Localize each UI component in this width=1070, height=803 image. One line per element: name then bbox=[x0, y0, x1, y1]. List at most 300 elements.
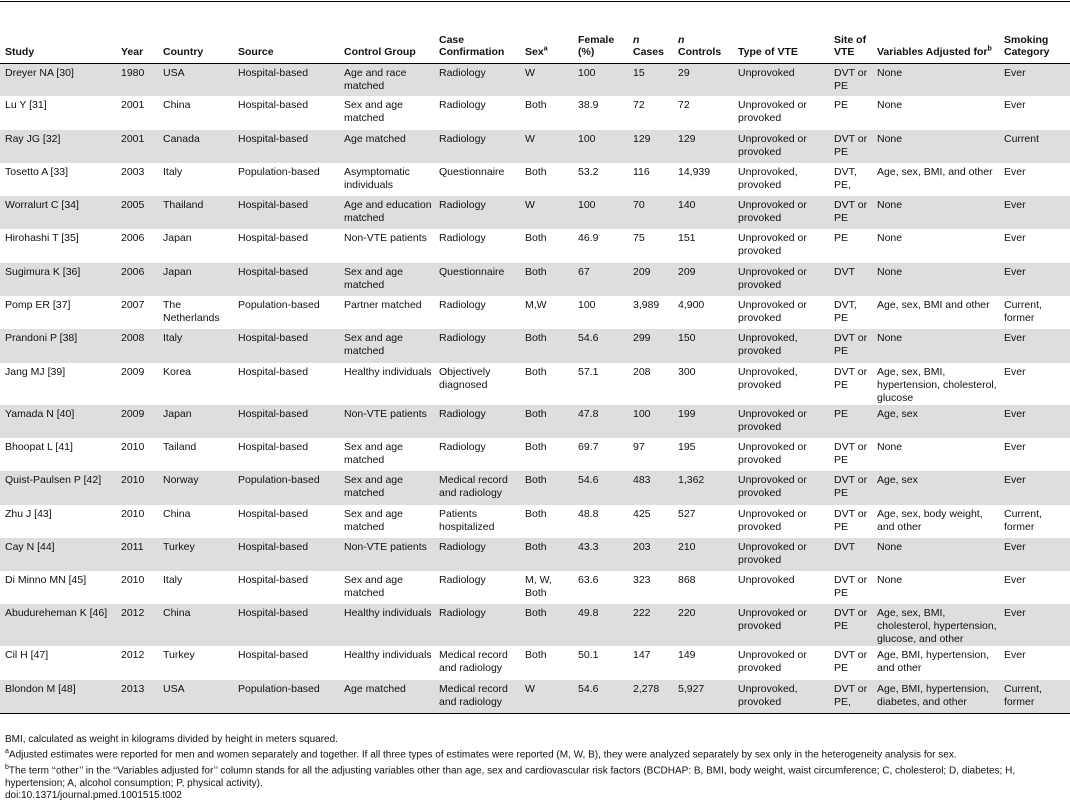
cell-site: DVT or PE bbox=[834, 199, 868, 225]
cell-source: Hospital-based bbox=[238, 332, 309, 345]
cell-country: Thailand bbox=[163, 199, 204, 212]
cell-site: DVT, PE, bbox=[834, 165, 857, 191]
cell-control: Age matched bbox=[344, 132, 406, 145]
cell-confirm: Radiology bbox=[439, 299, 486, 312]
cell-adjusted: Age, sex, BMI, and other bbox=[877, 165, 993, 178]
column-header-adjusted-sup: b bbox=[987, 45, 992, 52]
cell-ncases: 3,989 bbox=[633, 299, 660, 312]
cell-type: Unprovoked or provoked bbox=[738, 232, 807, 258]
cell-source: Hospital-based bbox=[238, 265, 309, 278]
cell-type: Unprovoked, provoked bbox=[738, 165, 798, 191]
studies-table bbox=[0, 22, 1070, 714]
cell-sex: Both bbox=[525, 649, 547, 662]
table-header bbox=[0, 22, 1070, 63]
cell-country: Turkey bbox=[163, 540, 195, 553]
cell-sex: W bbox=[520, 680, 573, 713]
cell-study: Yamada N [40] bbox=[5, 407, 75, 420]
cell-ncases: 97 bbox=[633, 440, 645, 453]
cell-control: Sex and age matched bbox=[344, 474, 403, 500]
cell-control: Non-VTE patients bbox=[344, 540, 427, 553]
column-header-sex-label: Sex bbox=[525, 45, 544, 58]
cell-smoking: Ever bbox=[1004, 165, 1026, 178]
cell-type: Unprovoked or provoked bbox=[738, 99, 807, 125]
cell-country: Turkey bbox=[163, 649, 195, 662]
cell-confirm: Radiology bbox=[439, 132, 486, 145]
cell-sex: Both bbox=[525, 440, 547, 453]
cell-confirm: Radiology bbox=[439, 407, 486, 420]
cell-site: DVT or PE bbox=[834, 332, 868, 358]
column-header-confirm bbox=[434, 22, 520, 63]
cell-smoking: Ever bbox=[1004, 540, 1026, 553]
cell-year: 1980 bbox=[121, 66, 145, 79]
cell-source: Hospital-based bbox=[238, 232, 309, 245]
footnote-doi: doi:10.1371/journal.pmed.1001515.t002 bbox=[5, 790, 182, 802]
cell-study: Hirohashi T [35] bbox=[5, 232, 79, 245]
cell-ncases: 222 bbox=[633, 607, 651, 620]
cell-type: Unprovoked, provoked bbox=[738, 332, 798, 358]
column-header-control-label: Control Group bbox=[344, 45, 416, 58]
footnote-b-mark: b bbox=[5, 764, 9, 772]
table-row bbox=[0, 505, 1070, 538]
column-header-country bbox=[158, 22, 233, 63]
cell-smoking: Current, former bbox=[1004, 507, 1042, 533]
cell-year: 2010 bbox=[121, 440, 145, 453]
cell-year: 2010 bbox=[121, 474, 145, 487]
cell-confirm: Medical record and radiology bbox=[439, 649, 508, 675]
cell-adjusted: Age, BMI, hypertension, and other bbox=[877, 649, 990, 675]
table-row bbox=[0, 471, 1070, 504]
cell-ncontrols: 5,927 bbox=[673, 680, 733, 713]
cell-smoking: Ever bbox=[1004, 649, 1026, 662]
cell-ncases: 116 bbox=[633, 165, 650, 178]
cell-smoking: Current, former bbox=[1004, 299, 1042, 325]
cell-year: 2012 bbox=[121, 649, 145, 662]
cell-confirm: Questionnaire bbox=[439, 265, 505, 278]
cell-control: Sex and age matched bbox=[344, 507, 403, 533]
cell-adjusted: None bbox=[877, 574, 903, 587]
column-header-year bbox=[116, 22, 158, 63]
cell-ncontrols: 300 bbox=[678, 365, 696, 378]
cell-type: Unprovoked or provoked bbox=[738, 407, 807, 433]
cell-study: Sugimura K [36] bbox=[5, 265, 81, 278]
cell-site: PE bbox=[834, 99, 849, 112]
column-header-source-label: Source bbox=[238, 45, 274, 58]
cell-year: 2001 bbox=[121, 99, 145, 112]
column-header-country-label: Country bbox=[163, 45, 204, 58]
cell-ncases: 75 bbox=[633, 232, 645, 245]
cell-country: Tailand bbox=[163, 440, 197, 453]
cell-country: China bbox=[163, 607, 191, 620]
cell-type: Unprovoked, provoked bbox=[733, 680, 829, 713]
cell-source: Population-based bbox=[238, 299, 320, 312]
cell-smoking: Ever bbox=[1004, 99, 1026, 112]
cell-source: Hospital-based bbox=[238, 574, 309, 587]
cell-control: Non-VTE patients bbox=[344, 407, 427, 420]
cell-ncontrols: 199 bbox=[678, 407, 696, 420]
cell-site: PE bbox=[834, 232, 849, 245]
column-header-ncontrols-italic: n bbox=[678, 33, 685, 46]
cell-site: DVT or PE bbox=[834, 607, 868, 633]
cell-adjusted: Age, sex, body weight, and other bbox=[877, 507, 983, 533]
cell-sex: Both bbox=[525, 474, 547, 487]
cell-sex: Both bbox=[525, 407, 547, 420]
cell-country: The Netherlands bbox=[163, 299, 220, 325]
table-row bbox=[0, 538, 1070, 571]
cell-confirm: Radiology bbox=[439, 607, 486, 620]
cell-source: Hospital-based bbox=[238, 649, 309, 662]
cell-control: Healthy individuals bbox=[344, 649, 432, 662]
cell-ncases: 15 bbox=[633, 66, 645, 79]
cell-source: Population-based bbox=[238, 474, 320, 487]
cell-control: Sex and age matched bbox=[344, 265, 403, 291]
cell-study: Pomp ER [37] bbox=[5, 299, 71, 312]
cell-sex: Both bbox=[525, 265, 547, 278]
cell-ncontrols: 29 bbox=[678, 66, 690, 79]
table-row bbox=[0, 680, 1070, 713]
cell-country: Korea bbox=[163, 365, 192, 378]
cell-control: Sex and age matched bbox=[344, 440, 403, 466]
cell-type: Unprovoked or provoked bbox=[738, 507, 807, 533]
cell-study: Lu Y [31] bbox=[5, 99, 47, 112]
column-header-ncases bbox=[628, 22, 673, 63]
cell-female: 100 bbox=[578, 299, 596, 312]
cell-adjusted: Age, sex, BMI and other bbox=[877, 299, 990, 312]
cell-smoking: Ever bbox=[1004, 365, 1026, 378]
table-row bbox=[0, 263, 1070, 296]
cell-confirm: Medical record and radiology bbox=[439, 474, 508, 500]
cell-female: 100 bbox=[578, 66, 596, 79]
cell-sex: Both bbox=[525, 365, 547, 378]
cell-confirm: Radiology bbox=[439, 199, 486, 212]
column-header-source bbox=[233, 22, 339, 63]
cell-adjusted: None bbox=[877, 332, 903, 345]
cell-site: DVT or PE bbox=[834, 474, 868, 500]
footnote-a bbox=[5, 746, 1067, 762]
table-row bbox=[0, 196, 1070, 229]
column-header-sex-sup: a bbox=[543, 45, 548, 52]
cell-female: 100 bbox=[578, 199, 596, 212]
cell-female: 54.6 bbox=[578, 474, 599, 487]
header-row bbox=[0, 22, 1070, 63]
column-header-type-label: Type of VTE bbox=[738, 45, 798, 58]
cell-year: 2010 bbox=[121, 507, 145, 520]
cell-year: 2012 bbox=[121, 607, 145, 620]
footnote-b-text: The term ‘‘other’’ in the ‘‘Variables adjusted for’’ column stands for all the adjusting variables other than age, sex and cardiovascular risk factors (BCDHAP: B, BMI, body weight, waist circumference; C, cholesterol; D, diabetes; H, hypertension; A, alcohol consumption; P, physical activity). bbox=[5, 765, 1016, 789]
cell-ncases: 70 bbox=[633, 199, 645, 212]
cell-adjusted: None bbox=[877, 540, 903, 553]
cell-site: DVT or PE bbox=[834, 649, 868, 675]
cell-adjusted: None bbox=[877, 440, 903, 453]
cell-female: 43.3 bbox=[578, 540, 599, 553]
cell-country: Japan bbox=[163, 265, 192, 278]
cell-confirm: Medical record and radiology bbox=[434, 680, 520, 713]
cell-adjusted: Age, sex bbox=[877, 474, 918, 487]
cell-study: Tosetto A [33] bbox=[5, 165, 69, 178]
cell-year: 2006 bbox=[121, 265, 145, 278]
cell-ncases: 2,278 bbox=[628, 680, 673, 713]
cell-source: Hospital-based bbox=[238, 607, 309, 620]
table-row bbox=[0, 130, 1070, 163]
cell-smoking: Ever bbox=[1004, 66, 1026, 79]
cell-confirm: Radiology bbox=[439, 440, 486, 453]
cell-country: USA bbox=[158, 680, 233, 713]
cell-year: 2008 bbox=[121, 332, 145, 345]
cell-site: DVT or PE bbox=[834, 507, 868, 533]
cell-adjusted: Age, sex, BMI, cholesterol, hypertension, glucose, and other bbox=[877, 607, 997, 646]
cell-study: Di Minno MN [45] bbox=[5, 574, 87, 587]
cell-study: Worralurt C [34] bbox=[5, 199, 79, 212]
cell-ncases: 147 bbox=[633, 649, 651, 662]
cell-study: Bhoopat L [41] bbox=[5, 440, 73, 453]
cell-country: Japan bbox=[163, 407, 192, 420]
cell-source: Hospital-based bbox=[238, 407, 309, 420]
cell-control: Asymptomatic individuals bbox=[344, 165, 410, 191]
footnote-b bbox=[5, 762, 1067, 790]
cell-sex: W bbox=[525, 66, 535, 79]
cell-year: 2007 bbox=[121, 299, 145, 312]
cell-sex: Both bbox=[525, 165, 547, 178]
cell-confirm: Radiology bbox=[439, 99, 486, 112]
cell-female: 47.8 bbox=[578, 407, 599, 420]
footnote-a-mark: a bbox=[5, 748, 9, 756]
cell-study: Cil H [47] bbox=[5, 649, 49, 662]
cell-adjusted: None bbox=[877, 232, 903, 245]
cell-control: Sex and age matched bbox=[344, 99, 403, 125]
cell-ncontrols: 195 bbox=[678, 440, 696, 453]
cell-sex: Both bbox=[525, 607, 547, 620]
cell-sex: Both bbox=[525, 232, 547, 245]
cell-sex: Both bbox=[525, 99, 547, 112]
cell-source: Hospital-based bbox=[238, 540, 309, 553]
column-header-smoking-label: Smoking Category bbox=[1004, 33, 1050, 58]
cell-sex: Both bbox=[525, 507, 547, 520]
column-header-control bbox=[339, 22, 434, 63]
cell-female: 63.6 bbox=[578, 574, 599, 587]
cell-source: Hospital-based bbox=[238, 99, 309, 112]
cell-year: 2006 bbox=[121, 232, 145, 245]
cell-study: Dreyer NA [30] bbox=[5, 66, 74, 79]
cell-confirm: Patients hospitalized bbox=[439, 507, 495, 533]
cell-control: Age matched bbox=[339, 680, 434, 713]
column-header-site-label: Site of VTE bbox=[834, 33, 867, 58]
cell-ncases: 483 bbox=[633, 474, 651, 487]
cell-year: 2013 bbox=[116, 680, 158, 713]
cell-study: Jang MJ [39] bbox=[5, 365, 66, 378]
table-body bbox=[0, 63, 1070, 713]
cell-source: Hospital-based bbox=[238, 199, 309, 212]
cell-year: 2001 bbox=[121, 132, 145, 145]
cell-year: 2005 bbox=[121, 199, 145, 212]
cell-country: China bbox=[163, 507, 191, 520]
cell-study: Prandoni P [38] bbox=[5, 332, 78, 345]
column-header-ncontrols bbox=[673, 22, 733, 63]
cell-year: 2009 bbox=[121, 407, 145, 420]
cell-type: Unprovoked or provoked bbox=[738, 132, 807, 158]
cell-ncontrols: 220 bbox=[678, 607, 696, 620]
cell-smoking: Ever bbox=[1004, 474, 1026, 487]
cell-control: Sex and age matched bbox=[344, 332, 403, 358]
cell-sex: Both bbox=[525, 332, 547, 345]
cell-confirm: Radiology bbox=[439, 232, 486, 245]
cell-site: DVT or PE bbox=[834, 440, 868, 466]
cell-control: Healthy individuals bbox=[344, 607, 432, 620]
table-row bbox=[0, 96, 1070, 129]
cell-source: Population-based bbox=[233, 680, 339, 713]
table-row bbox=[0, 646, 1070, 679]
column-header-female bbox=[573, 22, 628, 63]
cell-confirm: Objectively diagnosed bbox=[439, 365, 491, 391]
column-header-female-label: Female (%) bbox=[578, 33, 615, 58]
cell-female: 46.9 bbox=[578, 232, 599, 245]
column-header-ncontrols-label: Controls bbox=[678, 45, 722, 58]
cell-year: 2010 bbox=[121, 574, 145, 587]
cell-ncases: 299 bbox=[633, 332, 651, 345]
cell-study: Cay N [44] bbox=[5, 540, 55, 553]
cell-adjusted: Age, sex bbox=[877, 407, 918, 420]
cell-site: DVT bbox=[834, 265, 855, 278]
cell-ncases: 203 bbox=[633, 540, 651, 553]
cell-confirm: Radiology bbox=[439, 540, 486, 553]
cell-country: Italy bbox=[163, 332, 183, 345]
cell-smoking: Ever bbox=[1004, 265, 1026, 278]
cell-study: Abudureheman K [46] bbox=[5, 607, 108, 620]
cell-type: Unprovoked or provoked bbox=[738, 440, 807, 466]
column-header-ncases-label: Cases bbox=[633, 45, 664, 58]
cell-ncases: 425 bbox=[633, 507, 651, 520]
cell-confirm: Radiology bbox=[439, 66, 486, 79]
cell-female: 54.6 bbox=[573, 680, 628, 713]
cell-source: Hospital-based bbox=[238, 66, 309, 79]
cell-type: Unprovoked or provoked bbox=[738, 265, 807, 291]
cell-smoking: Ever bbox=[1004, 607, 1026, 620]
footnote-a-text: Adjusted estimates were reported for men and women separately and together. If all three types of estimates were reported (M, W, B), they were analyzed separately by sex only in the heterogeneity analysis for sex. bbox=[8, 749, 957, 761]
cell-ncontrols: 4,900 bbox=[678, 299, 705, 312]
cell-smoking: Ever bbox=[1004, 199, 1026, 212]
column-header-site bbox=[829, 22, 872, 63]
cell-smoking: Ever bbox=[1004, 407, 1026, 420]
cell-site: DVT, PE bbox=[834, 299, 857, 325]
cell-female: 38.9 bbox=[578, 99, 599, 112]
cell-control: Sex and age matched bbox=[344, 574, 403, 600]
cell-year: 2003 bbox=[121, 165, 145, 178]
cell-ncontrols: 527 bbox=[678, 507, 696, 520]
cell-country: Italy bbox=[163, 574, 183, 587]
cell-ncases: 208 bbox=[633, 365, 651, 378]
cell-source: Hospital-based bbox=[238, 507, 309, 520]
cell-female: 67 bbox=[578, 265, 590, 278]
cell-type: Unprovoked or provoked bbox=[738, 607, 807, 633]
cell-ncases: 100 bbox=[633, 407, 651, 420]
cell-female: 49.8 bbox=[578, 607, 599, 620]
cell-ncontrols: 209 bbox=[678, 265, 696, 278]
column-header-year-label: Year bbox=[121, 45, 144, 58]
cell-female: 57.1 bbox=[578, 365, 599, 378]
column-header-confirm-label: Case Confirmation bbox=[439, 33, 505, 58]
cell-confirm: Radiology bbox=[439, 332, 486, 345]
cell-female: 69.7 bbox=[578, 440, 599, 453]
footnotes bbox=[5, 734, 1067, 803]
column-header-study-label: Study bbox=[5, 45, 35, 58]
table-row bbox=[0, 571, 1070, 604]
cell-site: DVT or PE, bbox=[829, 680, 872, 713]
cell-sex: W bbox=[525, 132, 535, 145]
cell-adjusted: None bbox=[877, 265, 903, 278]
cell-site: PE bbox=[834, 407, 849, 420]
cell-smoking: Current bbox=[1004, 132, 1040, 145]
cell-control: Healthy individuals bbox=[344, 365, 432, 378]
cell-source: Hospital-based bbox=[238, 440, 309, 453]
cell-country: Canada bbox=[163, 132, 200, 145]
cell-adjusted: None bbox=[877, 132, 903, 145]
column-header-study bbox=[0, 22, 116, 63]
cell-ncontrols: 151 bbox=[678, 232, 696, 245]
cell-type: Unprovoked or provoked bbox=[738, 649, 807, 675]
cell-ncases: 323 bbox=[633, 574, 651, 587]
cell-control: Age and education matched bbox=[344, 199, 432, 225]
cell-ncases: 72 bbox=[633, 99, 645, 112]
table-row bbox=[0, 363, 1070, 405]
cell-adjusted: Age, BMI, hypertension, diabetes, and other bbox=[872, 680, 999, 713]
cell-female: 50.1 bbox=[578, 649, 599, 662]
cell-adjusted: None bbox=[877, 99, 903, 112]
cell-ncases: 129 bbox=[633, 132, 651, 145]
cell-source: Hospital-based bbox=[238, 365, 309, 378]
cell-ncontrols: 72 bbox=[678, 99, 690, 112]
cell-control: Age and race matched bbox=[344, 66, 407, 92]
cell-ncontrols: 210 bbox=[678, 540, 696, 553]
table-row bbox=[0, 604, 1070, 646]
cell-source: Hospital-based bbox=[238, 132, 309, 145]
cell-study: Ray JG [32] bbox=[5, 132, 61, 145]
column-header-smoking bbox=[999, 22, 1070, 63]
cell-site: DVT bbox=[834, 540, 855, 553]
cell-study: Quist-Paulsen P [42] bbox=[5, 474, 102, 487]
column-header-adjusted bbox=[872, 22, 999, 63]
cell-ncontrols: 149 bbox=[678, 649, 696, 662]
cell-adjusted: None bbox=[877, 199, 903, 212]
cell-sex: M,W bbox=[525, 299, 547, 312]
cell-type: Unprovoked bbox=[738, 574, 795, 587]
cell-study: Zhu J [43] bbox=[5, 507, 52, 520]
cell-confirm: Radiology bbox=[439, 574, 486, 587]
cell-confirm: Questionnaire bbox=[439, 165, 505, 178]
cell-site: DVT or PE bbox=[834, 132, 868, 158]
table-row bbox=[0, 405, 1070, 438]
cell-type: Unprovoked or provoked bbox=[738, 299, 807, 325]
cell-sex: M, W, Both bbox=[525, 574, 552, 600]
cell-study: Blondon M [48] bbox=[0, 680, 116, 713]
cell-smoking: Ever bbox=[1004, 332, 1026, 345]
cell-female: 48.8 bbox=[578, 507, 599, 520]
cell-sex: W bbox=[525, 199, 535, 212]
cell-ncontrols: 129 bbox=[678, 132, 696, 145]
table-row bbox=[0, 438, 1070, 471]
cell-female: 53.2 bbox=[578, 165, 599, 178]
cell-type: Unprovoked or provoked bbox=[738, 540, 807, 566]
top-rule bbox=[0, 1, 1070, 2]
table-row bbox=[0, 329, 1070, 362]
cell-smoking: Ever bbox=[1004, 440, 1026, 453]
cell-type: Unprovoked or provoked bbox=[738, 199, 807, 225]
cell-smoking: Ever bbox=[1004, 574, 1026, 587]
cell-site: DVT or PE bbox=[834, 66, 868, 92]
table-row bbox=[0, 163, 1070, 196]
footnote-bmi: BMI, calculated as weight in kilograms divided by height in meters squared. bbox=[5, 734, 338, 745]
cell-site: DVT or PE bbox=[834, 574, 868, 600]
cell-year: 2011 bbox=[121, 540, 144, 553]
cell-ncontrols: 150 bbox=[678, 332, 696, 345]
cell-ncases: 209 bbox=[633, 265, 651, 278]
